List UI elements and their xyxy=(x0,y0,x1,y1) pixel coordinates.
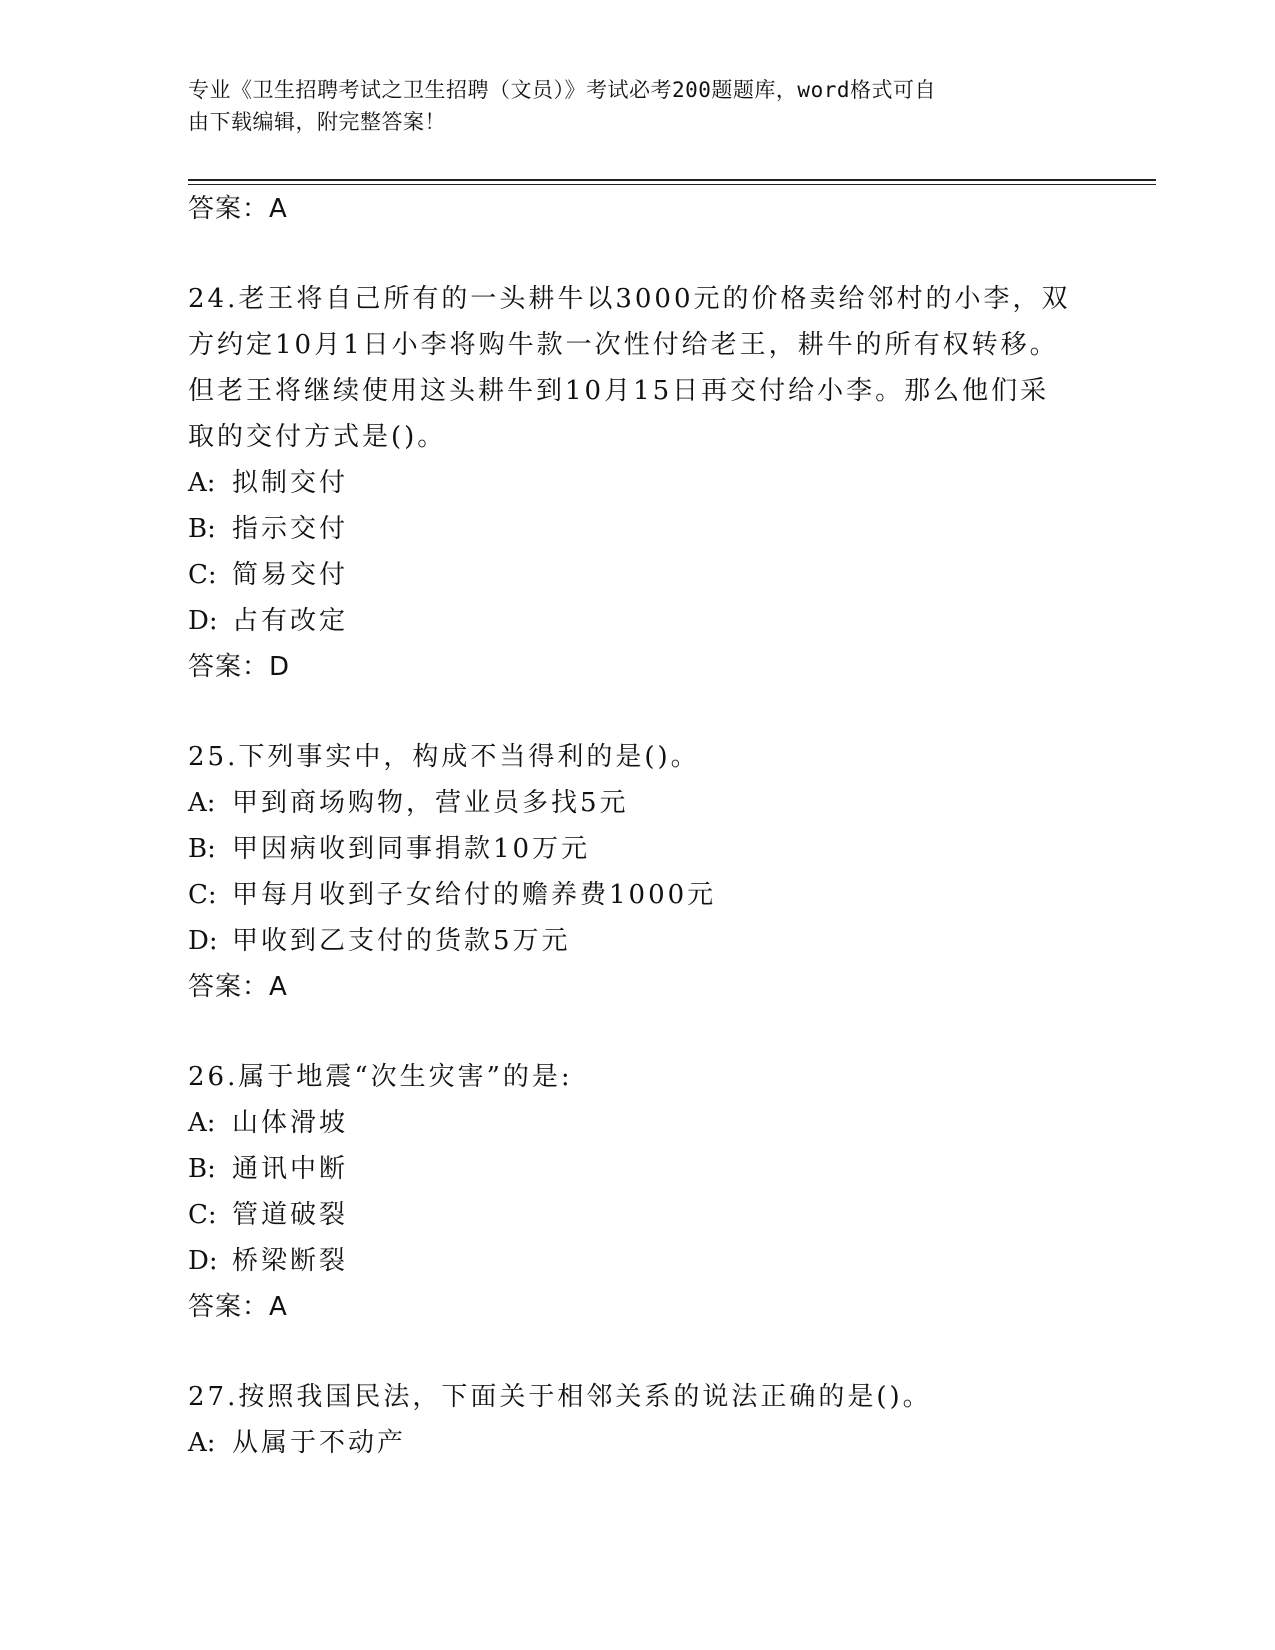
option-label: A: xyxy=(188,1108,216,1138)
option-d xyxy=(188,1238,1088,1284)
option-text: 拟制交付 xyxy=(232,468,349,498)
option-b xyxy=(188,826,1088,872)
option-a xyxy=(188,1420,1088,1466)
option-label: C: xyxy=(188,560,217,590)
spacer xyxy=(188,232,1088,276)
answer-line: 答案：A xyxy=(188,972,288,1002)
option-label: B: xyxy=(188,834,216,864)
question-text-line: 26.属于地震“次生灾害”的是: xyxy=(188,1062,573,1092)
header-line-1: 专业《卫生招聘考试之卫生招聘（文员）》考试必考200题题库，word格式可自 xyxy=(188,78,936,102)
option-c xyxy=(188,552,1088,598)
option-text: 占有改定 xyxy=(232,606,349,636)
option-text: 简易交付 xyxy=(232,560,349,590)
option-label: D: xyxy=(188,926,218,956)
question-list xyxy=(188,186,1088,1466)
header-divider xyxy=(188,179,1156,181)
question-text-line: 24.老王将自己所有的一头耕牛以3000元的价格卖给邻村的小李，双 xyxy=(188,284,1071,314)
spacer xyxy=(188,1010,1088,1054)
option-label: B: xyxy=(188,514,216,544)
option-label: C: xyxy=(188,1200,217,1230)
option-text: 甲因病收到同事捐款10万元 xyxy=(232,834,591,864)
option-text: 指示交付 xyxy=(232,514,349,544)
option-text: 甲收到乙支付的货款5万元 xyxy=(232,926,571,956)
option-c xyxy=(188,872,1088,918)
header-line-2: 由下载编辑，附完整答案！ xyxy=(188,110,446,134)
option-label: A: xyxy=(188,788,216,818)
option-label: C: xyxy=(188,880,217,910)
spacer xyxy=(188,1330,1088,1374)
question-block xyxy=(188,734,1088,1010)
option-text: 甲每月收到子女给付的赡养费1000元 xyxy=(232,880,717,910)
spacer xyxy=(188,690,1088,734)
option-a xyxy=(188,780,1088,826)
answer-line: 答案：D xyxy=(188,652,291,682)
document-header xyxy=(188,74,1068,138)
question-block xyxy=(188,276,1088,690)
option-a xyxy=(188,460,1088,506)
question-block xyxy=(188,1054,1088,1330)
header-divider-thin xyxy=(188,184,1156,185)
option-d xyxy=(188,598,1088,644)
option-text: 山体滑坡 xyxy=(232,1108,349,1138)
option-label: A: xyxy=(188,1428,216,1458)
question-text-line: 但老王将继续使用这头耕牛到10月15日再交付给小李。那么他们采 xyxy=(188,376,1050,406)
option-label: A: xyxy=(188,468,216,498)
answer-line: 答案：A xyxy=(188,194,288,224)
option-b xyxy=(188,1146,1088,1192)
question-text-line: 取的交付方式是()。 xyxy=(188,422,447,452)
option-label: D: xyxy=(188,606,218,636)
option-text: 桥梁断裂 xyxy=(232,1246,349,1276)
option-text: 通讯中断 xyxy=(232,1154,349,1184)
option-c xyxy=(188,1192,1088,1238)
option-d xyxy=(188,918,1088,964)
option-label: B: xyxy=(188,1154,216,1184)
option-text: 甲到商场购物，营业员多找5元 xyxy=(232,788,629,818)
option-label: D: xyxy=(188,1246,218,1276)
question-block xyxy=(188,1374,1088,1466)
answer-line: 答案：A xyxy=(188,1292,288,1322)
option-b xyxy=(188,506,1088,552)
question-text-line: 方约定10月1日小李将购牛款一次性付给老王，耕牛的所有权转移。 xyxy=(188,330,1059,360)
question-text-line: 25.下列事实中，构成不当得利的是()。 xyxy=(188,742,700,772)
option-a xyxy=(188,1100,1088,1146)
option-text: 从属于不动产 xyxy=(232,1428,407,1458)
option-text: 管道破裂 xyxy=(232,1200,349,1230)
question-text-line: 27.按照我国民法，下面关于相邻关系的说法正确的是()。 xyxy=(188,1382,932,1412)
